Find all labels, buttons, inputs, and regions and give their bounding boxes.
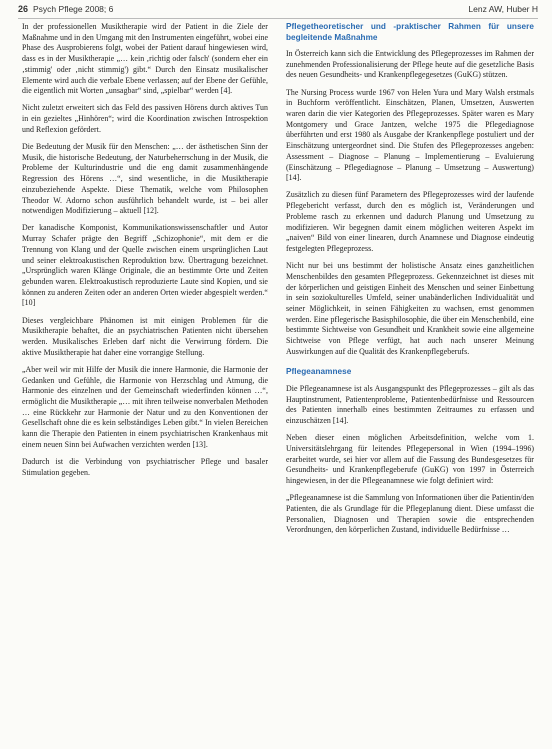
body-paragraph: In Österreich kann sich die Entwicklung des Pflegeprozesses im Rahmen der zunehmenden Professionalisierung der Pflege heute auf die gesetzliche Basis des neuen Gesundheits- und Krankenpflegegesetzes (GuKG) stützen. <box>286 49 534 80</box>
body-paragraph: Der kanadische Komponist, Kommunikationswissenschaftler und Autor Murray Schafer prägte den Begriff „Schizophonie“, mit dem er die Trennung von Klang und der Quelle zwischen einem ursprünglichen Laut und seiner elektroakustischen Reproduktion bzw. Übertragung bezeichnet. „Ursprünglich waren Klänge Originale, die an bestimmte Orte und Zeiten gebunden waren. Elektroakustisch reproduzierte Laute sind Kopien, und sie können zu anderen Zeiten oder an anderen Orten wieder abgespielt werden.“ [10] <box>22 223 268 308</box>
body-paragraph: „Pflegeanamnese ist die Sammlung von Informationen über die Patientin/den Patienten, die als Grundlage für die Pflegeplanung dient. Diese umfasst die Personalien, Diagnosen und Therapien sowie die entsprechenden Verordnungen, den körperlichen Zustand, individuelle Bedürfnisse … <box>286 493 534 535</box>
body-paragraph: Die Bedeutung der Musik für den Menschen: „… der ästhetischen Sinn der Musik, die historische Bedeutung, der Naturbeherrschung in der Musik, die Probleme der Kulturindustrie und die eng damit zusammenhängende Regression des Hörens …“, sind wesentliche, in die Musiktherapie einzubeziehende Aspekte. Diese Thematik, welche vom Philosophen Theodor W. Adorno schon ausführlich behandelt wurde, ist – bei aller notwendigen Modifizierung – aktuell [12]. <box>22 142 268 216</box>
body-paragraph: „Aber weil wir mit Hilfe der Musik die innere Harmonie, die Harmonie der Gedanken und Gefühle, die Harmonie von Herzschlag und Atmung, die Harmonie des einzelnen und der Gemeinschaft wiederfinden können …“, ermöglicht die Musiktherapie „… mit ihren teilweise nonverbalen Methoden … eine Rückkehr zur Harmonie der Natur und zu den Konventionen der Gesellschaft ohne die es kein selbständiges Leben gibt.“ In vielen Bereichen kann die Therapie den Patienten in einem psychiatrischen Krankenhaus mit einem neuen Sinn bei Aufwachen verzichten werden [13]. <box>22 364 268 449</box>
left-column <box>22 22 268 743</box>
page-header <box>18 4 538 19</box>
body-paragraph: Die Pflegeanamnese ist als Ausgangspunkt des Pflegeprozesses – gilt als das Hauptinstrument, Patientenprobleme, Patientenbedürfnisse und Ressourcen des Patienten innerhalb eines bestimmten Zeitraumes zu erfassen und einzuschätzen [14]. <box>286 383 534 426</box>
body-paragraph: Nicht nur bei uns bestimmt der holistische Ansatz eines ganzheitlichen Menschenbildes den gesamten Pflegeprozess. Gekennzeichnet ist dieses mit der körperlichen und geistigen Einheit des Menschen und seiner Einbettung in sein soziokulturelles Umfeld, seiner unabänderlichen Individualität und seiner Möglichkeit, in seinen Fähigkeiten zu wachsen, ernst genommen werden. Eine pflegerische Basisphilosophie, die über ein Menschenbild, eine bestimmte Sichtweise von Gesundheit und Krankheit sowie eine allgemeine Sichtweise von Pflege verfügt, hat auch nach unserer Meinung Auswirkungen auf die Qualität des Krankenpflegeberufs. <box>286 261 534 356</box>
body-paragraph: Dadurch ist die Verbindung von psychiatrischer Pflege und basaler Stimulation gegeben. <box>22 457 268 477</box>
anamnesis-section-body <box>286 384 534 536</box>
body-paragraph: Neben dieser einen möglichen Arbeitsdefinition, welche vom 1. Universitätslehrgang für leitendes Pflegepersonal in Wien (1994–1996) erarbeitet wurde, sei hier vor allem auf die Fassung des Bundesgesetzes für Gesundheits- und Krankenpflegeberufe (GuKG) von 1997 in Österreich hingewiesen, in der die Pflegeanamnese wie folgt definiert wird: <box>286 433 534 486</box>
framework-section-body <box>286 49 534 357</box>
page-number: 26 <box>18 4 29 14</box>
body-paragraph: Dieses vergleichbare Phänomen ist mit einigen Problemen für die Musiktherapie behaftet, die an psychiatrischen Patienten nicht übersehen werden. Musikalisches Erleben darf nicht die Verwirrung fördern. Die aktive Musiktherapie hat daher eine vorrangige Stellung. <box>22 315 268 357</box>
section-heading-framework: Pflegetheoretischer und -praktischer Rahmen für unsere begleitende Maßnahme <box>286 22 534 42</box>
header-left <box>18 4 113 14</box>
body-paragraph: Nicht zuletzt erweitert sich das Feld des passiven Hörens durch aktives Tun in ein gezieltes „Hinhören“; wird die Koordination zwischen Introspektion und Reflexion gefördert. <box>22 103 268 134</box>
body-paragraph: The Nursing Process wurde 1967 von Helen Yura und Mary Walsh erstmals in Buchform veröffentlicht. Einschätzen, Planen, Umsetzen, Auswerten waren darin die vier Kategorien des Pflegeprozesses. Später waren es Mary Montgomery und Grace Jantzen, welche 1975 die Pflegediagnose überführten und erst 1980 als Ausgabe der Krankenpflege postuliert und der Einschätzung untergeordnet sind. Die Stufen des Pflegeprozesses angeben: Assessment – Diagnose – Planung – Implementierung – Evaluierung (Einschätzung – Pflegediagnose – Planung – Umsetzung – Auswertung) [14]. <box>286 87 534 183</box>
section-heading-anamnesis: Pflegeanamnese <box>286 367 352 377</box>
right-column <box>286 22 534 743</box>
body-paragraph: Zusätzlich zu diesen fünf Parametern des Pflegeprozesses wird der laufende Pflegebericht verfasst, durch den es möglich ist, Veränderungen und Probleme rasch zu erkennen und dadurch Planung und Umsetzung zu modifizieren. Wir begegnen damit einem möglichen weiteren Aspekt im „naiven“ Bild von einer linearen, durch Anamnese und Diagnose eindeutig festgelegten Pflegeprozess. <box>286 190 534 253</box>
body-paragraph: In der professionellen Musiktherapie wird der Patient in die Ziele der Maßnahme und in den Umgang mit den Instrumenten eingeführt, wobei eine Phase des Ausprobierens folgt, wobei der Patient darauf hingewiesen wird, dass es in der Musiktherapie „… kein ‚richtig oder falsch' (sondern eher ein ‚stimmig' oder ‚nicht stimmig') gibt.“ Durch den Einsatz musikalischer Elemente wird auch die verbale Ebene verlassen; auf der Ebene der Gefühle, die eigentlich mit Worten „unsagbar“ sind, „spielbar“ werden [4]. <box>22 22 268 96</box>
running-authors: Lenz AW, Huber H <box>468 4 538 14</box>
journal-citation: Psych Pflege 2008; 6 <box>33 4 114 14</box>
